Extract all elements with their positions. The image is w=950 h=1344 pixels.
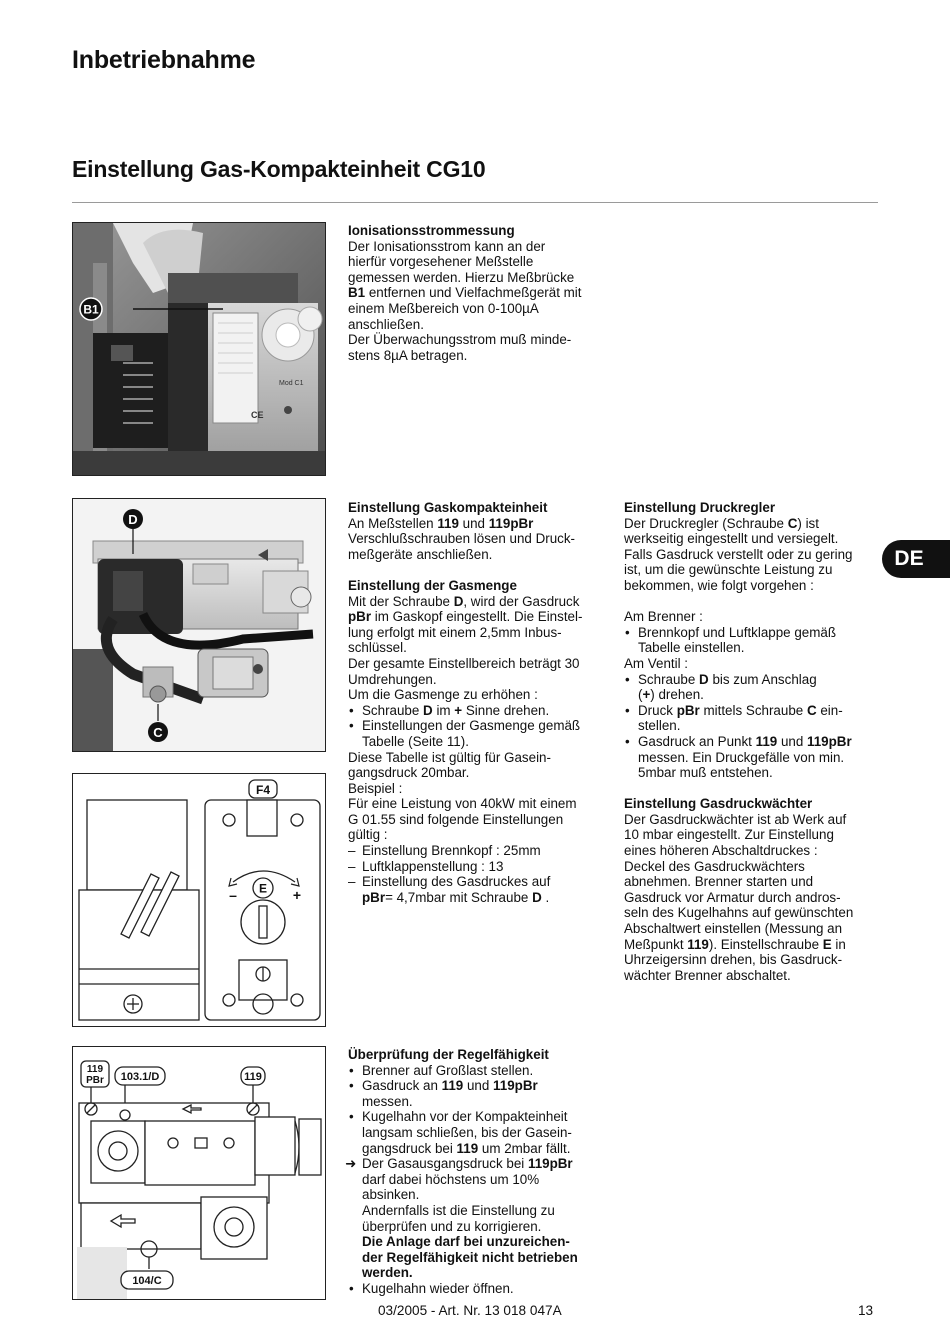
valve-schematic-illustration [73, 1047, 326, 1300]
gasdruckwaechter-line: eines höheren Abschaltdruckes : [624, 843, 818, 859]
gasdruckwaechter-line: Meßpunkt 119). Einstellschraube E in [624, 936, 846, 952]
label-c: C [153, 725, 163, 740]
gasmenge-line: gangsdruck 20mbar. [348, 765, 470, 781]
regelfaehigkeit-list [348, 1063, 613, 1297]
page-title: Inbetriebnahme [72, 46, 256, 74]
gaskompakt-line: Verschlußschrauben lösen und Druck- [348, 531, 576, 547]
language-tab: DE [882, 540, 950, 578]
gasdruckwaechter-line: seln des Kugelhahns auf gewünschten [624, 905, 854, 921]
pressure-switch-drawing [72, 773, 326, 1027]
druckregler-list [624, 625, 879, 656]
label-e: E [258, 881, 268, 896]
gasmenge-line: Um die Gasmenge zu erhöhen : [348, 687, 538, 703]
list-item: – Luftklappenstellung : 13 [348, 859, 613, 875]
label-b1: B1 [83, 302, 99, 317]
druckregler-line: bekommen, wie folgt vorgehen : [624, 577, 814, 593]
ce-mark-text: CE [251, 410, 264, 420]
regelfaehigkeit-heading: Überprüfung der Regelfähigkeit [348, 1047, 549, 1062]
gasmenge-line: gültig : [348, 827, 388, 843]
druckregler-line: Falls Gasdruck verstellt oder zu gering [624, 546, 853, 562]
page-number: 13 [858, 1303, 874, 1318]
gasdruckwaechter-line: abnehmen. Brenner starten und [624, 874, 814, 890]
label-f4: F4 [255, 783, 271, 797]
ionisation-heading: Ionisationsstrommessung [348, 223, 515, 238]
druckregler-line: werkseitig eingestellt und versiegelt. [624, 531, 839, 547]
gasmenge-line: Diese Tabelle ist gültig für Gasein- [348, 749, 551, 765]
gaskompakt-line: An Meßstellen 119 und 119pBr [348, 515, 534, 531]
label-minus: – [229, 887, 237, 903]
device-model-text: Mod C1 [279, 380, 304, 387]
druckregler-text [624, 500, 879, 983]
label-d: D [128, 512, 138, 527]
gasmenge-heading: Einstellung der Gasmenge [348, 577, 517, 593]
ionisation-line: einem Meßbereich von 0-100µA [348, 300, 539, 316]
druckregler-line: Am Brenner : [624, 609, 703, 625]
ionisation-text [348, 223, 608, 363]
list-item: • Brenner auf Großlast stellen. [348, 1063, 613, 1079]
gasdruckwaechter-line: Der Gasdruckwächter ist ab Werk auf [624, 811, 847, 827]
gas-valve-photo-illustration [73, 499, 326, 752]
footer-article-number: 03/2005 - Art. Nr. 13 018 047A [378, 1303, 562, 1318]
list-item: • Kugelhahn wieder öffnen. [348, 1281, 613, 1297]
ionisation-line: B1 entfernen und Vielfachmeßgerät mit [348, 285, 582, 301]
ionisation-line: hierfür vorgesehener Meßstelle [348, 254, 534, 270]
list-item: • Brennkopf und Luftklappe gemäß Tabelle einstellen. [624, 625, 879, 656]
list-item: • Druck pBr mittels Schraube C ein- stellen. [624, 703, 879, 734]
section-divider [72, 202, 878, 203]
gasdruckwaechter-line: Deckel des Gasdruckwächters [624, 858, 805, 874]
ionisation-line: gemessen werden. Hierzu Meßbrücke [348, 269, 575, 285]
pressure-switch-illustration [73, 774, 326, 1027]
section-title: Einstellung Gas-Kompakteinheit CG10 [72, 156, 486, 182]
druckregler-valve-list [624, 672, 879, 781]
druckregler-line: ist, um die gewünschte Leistung zu [624, 562, 833, 578]
druckregler-heading: Einstellung Druckregler [624, 500, 776, 515]
druckregler-line: Der Druckregler (Schraube C) ist [624, 515, 819, 531]
gasmenge-line: pBr im Gaskopf eingestellt. Die Einstel- [348, 609, 583, 625]
list-item: – Einstellung des Gasdruckes auf pBr= 4,7mbar mit Schraube D . [348, 874, 613, 905]
list-item: • Einstellungen der Gasmenge gemäß Tabelle (Seite 11). [348, 718, 613, 749]
ionisation-line: Der Überwachungsstrom muß minde- [348, 332, 572, 348]
list-item: • Schraube D bis zum Anschlag (+) drehen. [624, 672, 879, 703]
gasmenge-line: G 01.55 sind folgende Einstellungen [348, 811, 564, 827]
label-103-1-d: 103.1/D [120, 1071, 160, 1083]
gasdruckwaechter-line: wächter Brenner abschaltet. [624, 967, 791, 983]
gasdruckwaechter-line: Gasdruck vor Armatur durch andros- [624, 889, 841, 905]
gaskompakt-line: meßgeräte anschließen. [348, 546, 493, 562]
list-item: – Einstellung Brennkopf : 25mm [348, 843, 613, 859]
label-119-pbr-bottom: PBr [86, 1075, 104, 1086]
gasmenge-line: Der gesamte Einstellbereich beträgt 30 [348, 655, 580, 671]
gasmenge-line: schlüssel. [348, 640, 407, 656]
gas-valve-photo [72, 498, 326, 752]
gasmenge-line: Für eine Leistung von 40kW mit einem [348, 796, 577, 812]
gasmenge-line: Mit der Schraube D, wird der Gasdruck [348, 593, 580, 609]
list-item: • Kugelhahn vor der Kompakteinheit langsam schließen, bis der Gasein- gangsdruck bei 119 um 2mbar fällt. [348, 1109, 613, 1156]
gasmenge-line: lung erfolgt mit einem 2,5mm Inbus- [348, 624, 562, 640]
ionisation-line: anschließen. [348, 316, 424, 332]
list-item: • Schraube D im + Sinne drehen. [348, 703, 613, 719]
ionisation-photo-illustration [73, 223, 326, 476]
druckregler-line: Am Ventil : [624, 655, 689, 671]
label-plus: + [292, 887, 302, 903]
label-119: 119 [244, 1071, 262, 1083]
regelfaehigkeit-text [348, 1047, 613, 1297]
gaskompakt-text [348, 500, 613, 905]
gasmenge-line: Beispiel : [348, 780, 403, 796]
gasmenge-settings-list [348, 843, 613, 905]
gasmenge-list [348, 703, 613, 750]
gasdruckwaechter-line: 10 mbar eingestellt. Zur Einstellung [624, 827, 834, 843]
ionisation-line: stens 8µA betragen. [348, 347, 468, 363]
label-119-pbr-top: 119 [86, 1064, 104, 1075]
gaskompakt-heading: Einstellung Gaskompakteinheit [348, 500, 548, 515]
gasdruckwaechter-line: Uhrzeigersinn drehen, bis Gasdruck- [624, 952, 843, 968]
ionisation-photo [72, 222, 326, 476]
gasmenge-line: Umdrehungen. [348, 671, 437, 687]
list-item: • Gasdruck an Punkt 119 und 119pBr messen. Ein Druckgefälle von min. 5mbar muß entstehen. [624, 734, 879, 781]
list-item: ➜ Der Gasausgangsdruck bei 119pBr darf dabei höchstens um 10% absinken. Andernfalls ist die Einstellung zu überprüfen und zu korrigieren. Die Anlage darf bei unzureichen- der Regelfähigkeit nicht betrieben werden. [348, 1156, 613, 1281]
list-item: • Gasdruck an 119 und 119pBr messen. [348, 1078, 613, 1109]
label-104-c: 104/C [132, 1275, 162, 1287]
gasdruckwaechter-heading: Einstellung Gasdruckwächter [624, 796, 813, 812]
gasdruckwaechter-line: Abschaltwert einstellen (Messung an [624, 921, 843, 937]
ionisation-line: Der Ionisationsstrom kann an der [348, 238, 546, 254]
valve-schematic-drawing [72, 1046, 326, 1300]
